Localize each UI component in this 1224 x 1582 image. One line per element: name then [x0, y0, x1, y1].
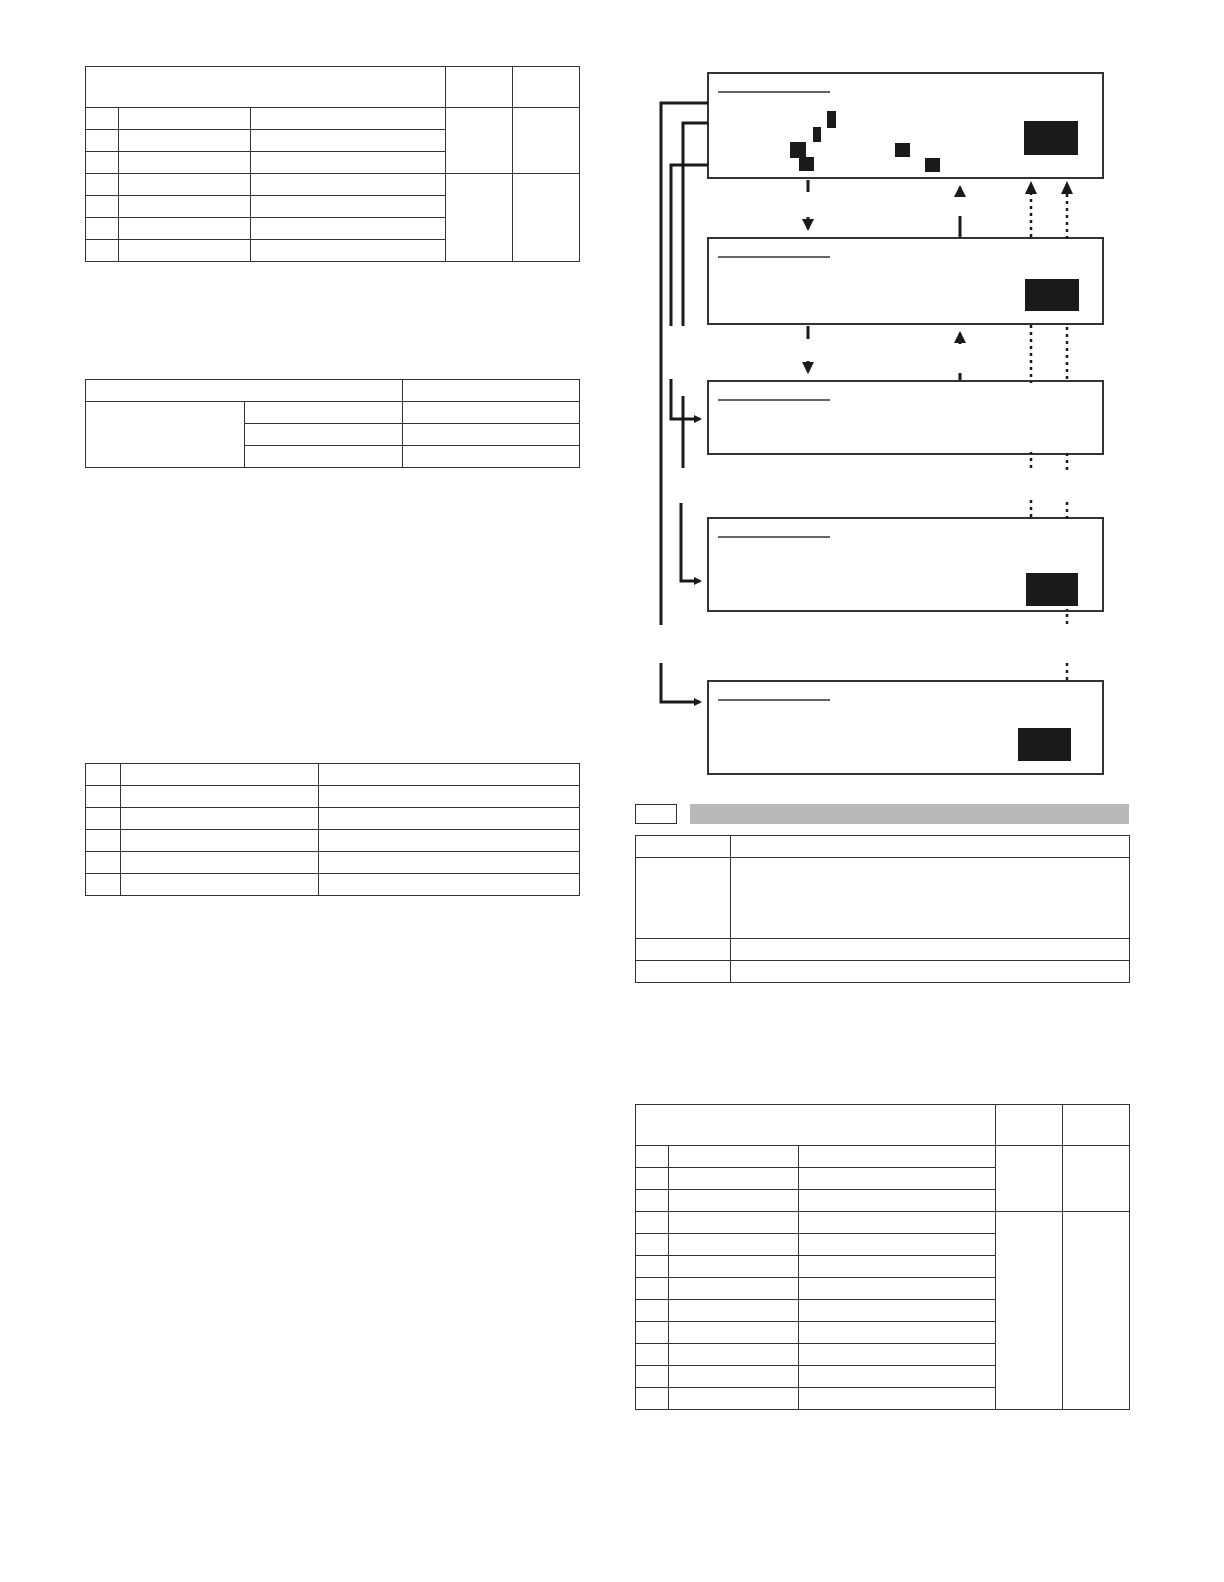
table-5-cell: [799, 1146, 996, 1168]
table-5-header-cell: [996, 1105, 1063, 1146]
table-3-cell: [86, 874, 121, 896]
dotted-arrow-heads: [1025, 181, 1073, 194]
table-5-cell: [636, 1168, 669, 1190]
cursor-mark: [813, 127, 821, 142]
table-3-cell: [319, 808, 580, 830]
table-5-cell: [799, 1234, 996, 1256]
section-heading-bar: [690, 804, 1129, 824]
table-5-cell: [669, 1322, 799, 1344]
table-3-cell: [86, 852, 121, 874]
cursor-mark: [799, 157, 814, 171]
table-5-cell: [636, 1146, 669, 1168]
table-5-cell: [799, 1344, 996, 1366]
table-5-cell: [799, 1190, 996, 1212]
table-5-cell: [636, 1344, 669, 1366]
table-4-header-cell: [731, 836, 1130, 858]
table-5-header-cell: [636, 1105, 996, 1146]
table-5-group-cell: [996, 1212, 1063, 1410]
table-5-cell: [669, 1190, 799, 1212]
table-3-cell: [86, 808, 121, 830]
table-5-group-cell: [1063, 1146, 1130, 1212]
table-5-cell: [799, 1168, 996, 1190]
table-5-cell: [669, 1168, 799, 1190]
table-5-cell: [669, 1256, 799, 1278]
table-5-cell: [669, 1146, 799, 1168]
table-4-cell: [636, 961, 731, 983]
table-5-cell: [669, 1366, 799, 1388]
left-bracket-lines: [661, 103, 708, 702]
table-3-cell: [121, 874, 319, 896]
table-5-header-cell: [1063, 1105, 1130, 1146]
table-5-cell: [799, 1278, 996, 1300]
table-5-cell: [636, 1300, 669, 1322]
table-5-group-cell: [996, 1146, 1063, 1212]
table-5-cell: [799, 1388, 996, 1410]
cursor-mark: [827, 111, 836, 128]
screen-panel-5: [708, 681, 1103, 774]
table-4: [635, 835, 1130, 983]
table-5-cell: [636, 1256, 669, 1278]
table-4-cell: [636, 858, 731, 939]
table-3-cell: [319, 830, 580, 852]
table-5-cell: [669, 1388, 799, 1410]
cursor-mark: [790, 142, 806, 158]
cursor-mark: [925, 158, 940, 172]
table-4-cell: [731, 961, 1130, 983]
table-4-cell: [636, 939, 731, 961]
table-3-cell: [319, 852, 580, 874]
table-5-cell: [669, 1212, 799, 1234]
table-3-cell: [319, 874, 580, 896]
screen-panel-1: [708, 73, 1103, 178]
table-5-cell: [636, 1366, 669, 1388]
table-4-header-cell: [636, 836, 731, 858]
table-5-cell: [636, 1190, 669, 1212]
table-5-cell: [636, 1278, 669, 1300]
table-5-cell: [799, 1256, 996, 1278]
table-5-cell: [669, 1344, 799, 1366]
section-number-box: [635, 804, 677, 824]
table-5-cell: [636, 1234, 669, 1256]
table-5-group-cell: [1063, 1212, 1130, 1410]
table-5-cell: [799, 1322, 996, 1344]
table-5-cell: [799, 1212, 996, 1234]
table-3-cell: [121, 830, 319, 852]
panel-key-block: [1018, 728, 1071, 761]
table-5-cell: [799, 1366, 996, 1388]
table-4-cell: [731, 858, 1130, 939]
table-4-cell: [731, 939, 1130, 961]
table-5: [635, 1104, 1130, 1410]
table-3-cell: [86, 830, 121, 852]
table-5-cell: [636, 1322, 669, 1344]
table-5-cell: [669, 1234, 799, 1256]
table-5-cell: [799, 1300, 996, 1322]
panel-key-block: [1024, 121, 1078, 155]
table-3-cell: [121, 808, 319, 830]
table-5-cell: [669, 1278, 799, 1300]
table-3-cell: [121, 852, 319, 874]
table-5-cell: [636, 1388, 669, 1410]
cursor-mark: [895, 143, 910, 157]
table-5-cell: [669, 1300, 799, 1322]
table-5-cell: [636, 1212, 669, 1234]
